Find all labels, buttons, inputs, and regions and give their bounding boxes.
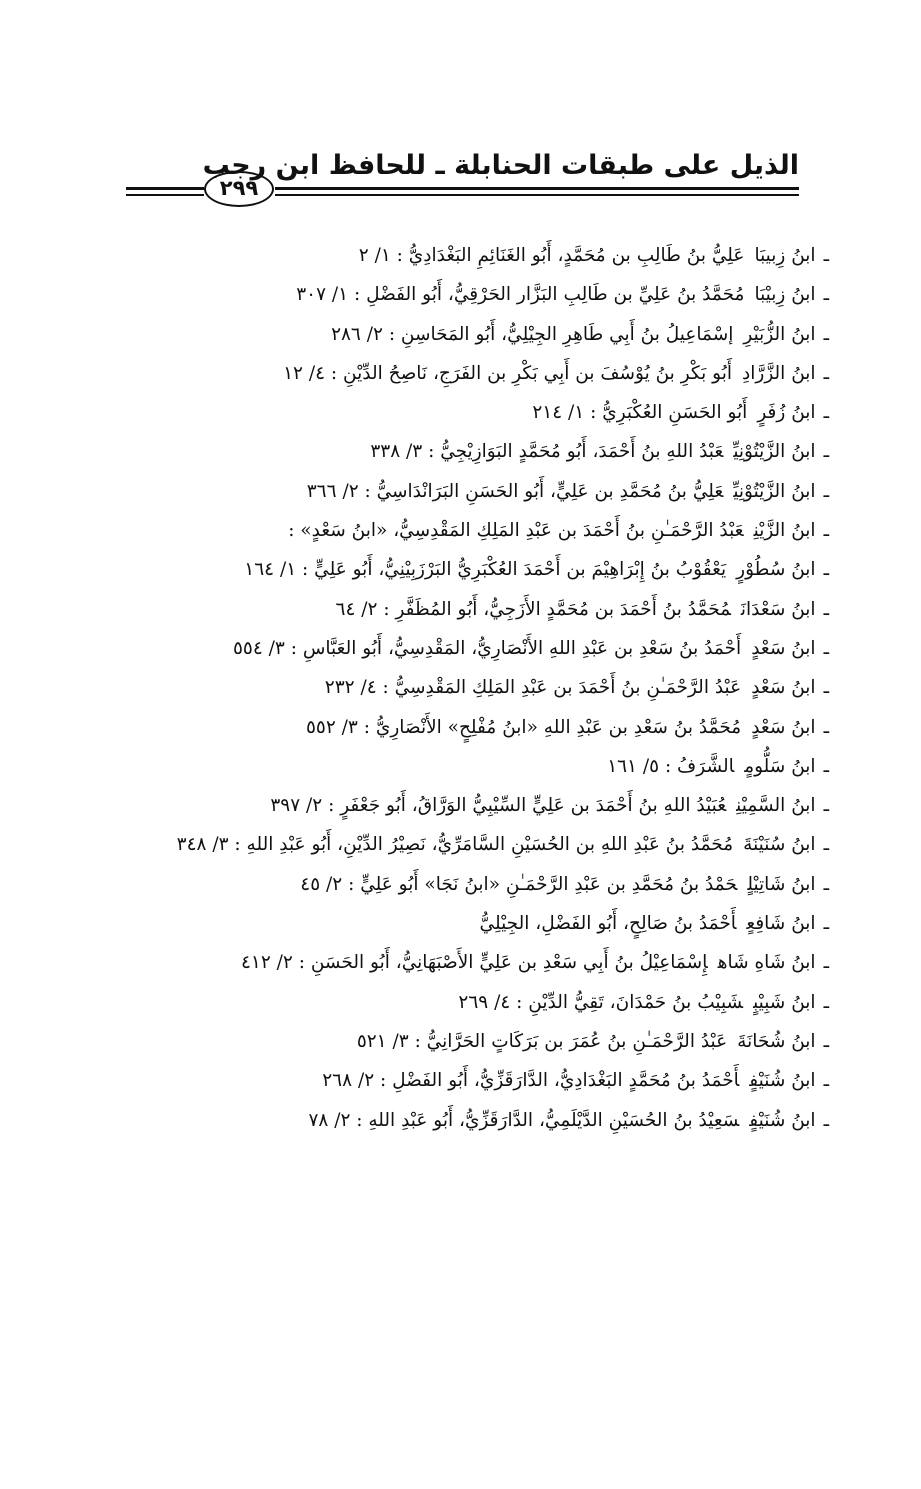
entry-name: ابنُ سُنَيْنَةَ bbox=[743, 834, 816, 856]
entry-details: مُحَمَّدُ بنُ عَبْدِ اللهِ بن الحُسَيْنِ السَّامَرِّيُّ، نَصِيْرُ الدِّيْنِ، أَبُو عَبْدِ اللهِ : ٣/ ٣٤٨ bbox=[176, 834, 734, 856]
entry-details: سَعِيْدُ بنُ الحُسَيْنِ الدَّيْلَمِيُّ، الدَّارَقَزِّيُّ، أَبُو عَبْدِ اللهِ : ٢/ ٧٨ bbox=[308, 1109, 740, 1131]
entry-dash: ـ bbox=[823, 284, 829, 306]
entry-name: ابنُ شَاتِيْلٍ bbox=[747, 873, 816, 895]
entry-details: الشَّرَفُ : ٥/ ١٦١ bbox=[607, 755, 735, 777]
entry-details: شَبِيْبُ بنُ حَمْدَانَ، تَقِيُّ الدِّيْنِ : ٤/ ٢٦٩ bbox=[458, 991, 744, 1013]
entry-details: أَحْمَدُ بنُ سَعْدِ بن عَبْدِ اللهِ الأَنْصَارِيُّ، المَقْدِسِيُّ، أَبُو العَبَّاسِ : ٣/ ٥٥٤ bbox=[232, 637, 742, 659]
index-entry bbox=[139, 747, 829, 786]
entry-dash: ـ bbox=[823, 323, 829, 345]
entry-name: ابنُ سَلُّومٍ bbox=[744, 755, 816, 777]
entry-name: ابنُ الزُّبَيْرِ bbox=[743, 323, 816, 345]
header-rule bbox=[275, 194, 799, 196]
index-entry bbox=[139, 432, 829, 471]
entry-name: ابنُ السَّمِيْنِ bbox=[736, 795, 816, 817]
index-entry bbox=[139, 550, 829, 589]
entry-dash: ـ bbox=[823, 520, 829, 542]
index-entry bbox=[139, 865, 829, 904]
entry-name: ابنُ زِبيبَا bbox=[754, 245, 816, 266]
entry-dash: ـ bbox=[823, 245, 829, 266]
entry-dash: ـ bbox=[823, 1070, 829, 1092]
index-entry bbox=[139, 708, 829, 747]
index-entry bbox=[139, 786, 829, 825]
header-rule bbox=[126, 187, 204, 190]
index-entry bbox=[139, 236, 829, 275]
index-entry bbox=[139, 943, 829, 982]
entry-dash: ـ bbox=[823, 677, 829, 699]
entry-details: أَبُو بَكْرِ بنُ يُوْسُفَ بن أَبِي بَكْرِ بن الفَرَجِ، نَاصِحُ الدِّيْنِ : ٤/ ١٢ bbox=[283, 362, 733, 384]
index-entry bbox=[139, 983, 829, 1022]
entry-details: مُحَمَّدُ بنُ عَلِيِّ بن طَالِبِ البَزَّار الحَرْقِيُّ، أَبُو الفَضْلِ : ١/ ٣٠٧ bbox=[296, 284, 745, 306]
index-entry bbox=[139, 1101, 829, 1140]
entry-details: عَلِيُّ بنُ طَالِبِ بن مُحَمَّدٍ، أَبُو الغَنَائِمِ البَغْدَادِيُّ : ١/ ٢ bbox=[358, 245, 745, 266]
entry-details: إسْمَاعِيلُ بنُ أَبِي طَاهِرِ الجِيْلِيُّ، أَبُو المَحَاسِنِ : ٢/ ٢٨٦ bbox=[331, 323, 734, 345]
entry-details: أَبُو الحَسَنِ العُكْبَرِيُّ : ١/ ٢١٤ bbox=[532, 402, 748, 424]
entry-name: ابنُ الزَّيْتُوْنِيِّ bbox=[733, 480, 816, 502]
entry-dash: ـ bbox=[823, 795, 829, 817]
entry-dash: ـ bbox=[823, 716, 829, 738]
entry-name: ابنُ زِبيْبَا bbox=[754, 284, 816, 306]
entry-name: ابنُ شَافِعٍ bbox=[746, 913, 816, 935]
entry-dash: ـ bbox=[823, 598, 829, 620]
entry-dash: ـ bbox=[823, 755, 829, 777]
entry-details: أَحْمَدُ بنُ صَالِحٍ، أَبُو الفَضْلِ، الجِيْلِيُّ bbox=[479, 913, 737, 935]
index-entry bbox=[139, 472, 829, 511]
header-rule bbox=[275, 187, 799, 190]
entry-name: ابنُ الزَّيْنِ bbox=[753, 520, 816, 542]
entry-name: ابنُ الزَّيْتُوْنِيِّ bbox=[733, 441, 816, 463]
entry-name: ابنُ سَعْدٍ bbox=[751, 716, 816, 738]
index-entry bbox=[139, 825, 829, 864]
entry-details: عَبْدُ الرَّحْمَـٰنِ بنُ أَحْمَدَ بن عَبْدِ المَلِكِ المَقْدِسِيُّ : ٤/ ٢٣٢ bbox=[324, 677, 742, 699]
index-entry bbox=[139, 511, 829, 550]
entry-dash: ـ bbox=[823, 873, 829, 895]
entry-name: ابنُ الزَّرَّادِ bbox=[742, 362, 816, 384]
index-entry bbox=[139, 629, 829, 668]
index-entry bbox=[139, 354, 829, 393]
entry-dash: ـ bbox=[823, 834, 829, 856]
entry-dash: ـ bbox=[823, 441, 829, 463]
index-entry bbox=[139, 315, 829, 354]
page-number: ٢٩٩ bbox=[204, 171, 274, 207]
entry-details: عَبْدُ الرَّحْمَـٰنِ بنُ عُمَرَ بن بَرَكَاتٍ الحَرَّانِيُّ : ٣/ ٥٢١ bbox=[356, 1030, 728, 1052]
entry-dash: ـ bbox=[823, 952, 829, 974]
entry-details: عَبْدُ اللهِ بنُ أَحْمَدَ، أَبُو مُحَمَّدٍ البَوَازِيْجِيُّ : ٣/ ٣٣٨ bbox=[370, 441, 724, 463]
entry-dash: ـ bbox=[823, 913, 829, 935]
index-entry bbox=[139, 1022, 829, 1061]
entry-name: ابنُ شُحَانَةَ bbox=[737, 1030, 816, 1052]
entry-details: إِسْمَاعِيْلُ بنُ أَبِي سَعْدِ بن عَلِيٍّ الأَصْبَهَانِيُّ، أَبُو الحَسَنِ : ٢/ ٤١٢ bbox=[240, 952, 708, 974]
entry-name: ابنُ شَاهِ شَاه bbox=[717, 952, 816, 974]
page-header-title: الذيل على طبقات الحنابلة ـ للحافظ ابن رجب bbox=[202, 150, 799, 181]
entry-details: عَبْدُ الرَّحْمَـٰنِ بنُ أَحْمَدَ بن عَبْدِ المَلِكِ المَقْدِسِيُّ، «ابنُ سَعْدٍ» : bbox=[288, 520, 744, 542]
entry-name: ابنُ شُنَيْفٍ bbox=[749, 1109, 816, 1131]
index-entry bbox=[139, 590, 829, 629]
header-rule bbox=[126, 194, 204, 196]
entry-name: ابنُ سَعْدَانَ bbox=[740, 598, 816, 620]
entry-dash: ـ bbox=[823, 991, 829, 1013]
index-entry bbox=[139, 904, 829, 943]
entry-dash: ـ bbox=[823, 362, 829, 384]
entry-name: ابنُ شُنَيْفٍ bbox=[749, 1070, 816, 1092]
entry-name: ابنُ سَعْدٍ bbox=[751, 637, 816, 659]
entry-dash: ـ bbox=[823, 480, 829, 502]
index-entry bbox=[139, 668, 829, 707]
entry-details: عُبَيْدُ اللهِ بنُ أَحْمَدَ بن عَلِيٍّ السِّيْبِيُّ الوَرَّاقُ، أَبُو جَعْفَرٍ : ٢/ ٣٩٧ bbox=[270, 795, 727, 817]
index-entry bbox=[139, 275, 829, 314]
entry-details: مُحَمَّدُ بنُ أَحْمَدَ بن مُحَمَّدٍ الأَزَجِيُّ، أَبُو المُظَفَّرِ : ٢/ ٦٤ bbox=[335, 598, 731, 620]
entry-dash: ـ bbox=[823, 402, 829, 424]
entry-name: ابنُ سَعْدٍ bbox=[751, 677, 816, 699]
index-entry-list bbox=[139, 236, 829, 1140]
entry-details: أَحْمَدُ بنُ مُحَمَّدٍ البَغْدَادِيُّ، الدَّارَقَزِّيُّ، أَبُو الفَضْلِ : ٢/ ٢٦٨ bbox=[322, 1070, 740, 1092]
entry-details: مُحَمَّدُ بنُ سَعْدِ بن عَبْدِ اللهِ «ابنُ مُفْلِحٍ» الأَنْصَارِيُّ : ٣/ ٥٥٢ bbox=[305, 716, 742, 738]
entry-dash: ـ bbox=[823, 1030, 829, 1052]
entry-details: حَمْدُ بنُ مُحَمَّدِ بن عَبْدِ الرَّحْمَـٰنِ «ابنُ نَجَا» أَبُو عَلِيٍّ : ٢/ ٤٥ bbox=[300, 873, 738, 895]
entry-name: ابنُ شَبِيْبٍ bbox=[753, 991, 816, 1013]
entry-name: ابنُ زُفَرٍ bbox=[757, 402, 816, 424]
index-entry bbox=[139, 1061, 829, 1100]
index-entry bbox=[139, 393, 829, 432]
entry-dash: ـ bbox=[823, 1109, 829, 1131]
entry-name: ابنُ سُطُوْرٍ bbox=[736, 559, 816, 581]
entry-details: عَلِيُّ بنُ مُحَمَّدِ بن عَلِيٍّ، أَبُو الحَسَنِ البَرَانْدَاسِيُّ : ٢/ ٣٦٦ bbox=[306, 480, 724, 502]
entry-dash: ـ bbox=[823, 559, 829, 581]
entry-dash: ـ bbox=[823, 637, 829, 659]
entry-details: يَعْقُوْبُ بنُ إِبْرَاهِيْمَ بن أَحْمَدَ العُكْبَرِيُّ البَرْزَبِيْنِيُّ، أَبُو عَلِيٍّ : ١/ ١٦٤ bbox=[244, 559, 727, 581]
